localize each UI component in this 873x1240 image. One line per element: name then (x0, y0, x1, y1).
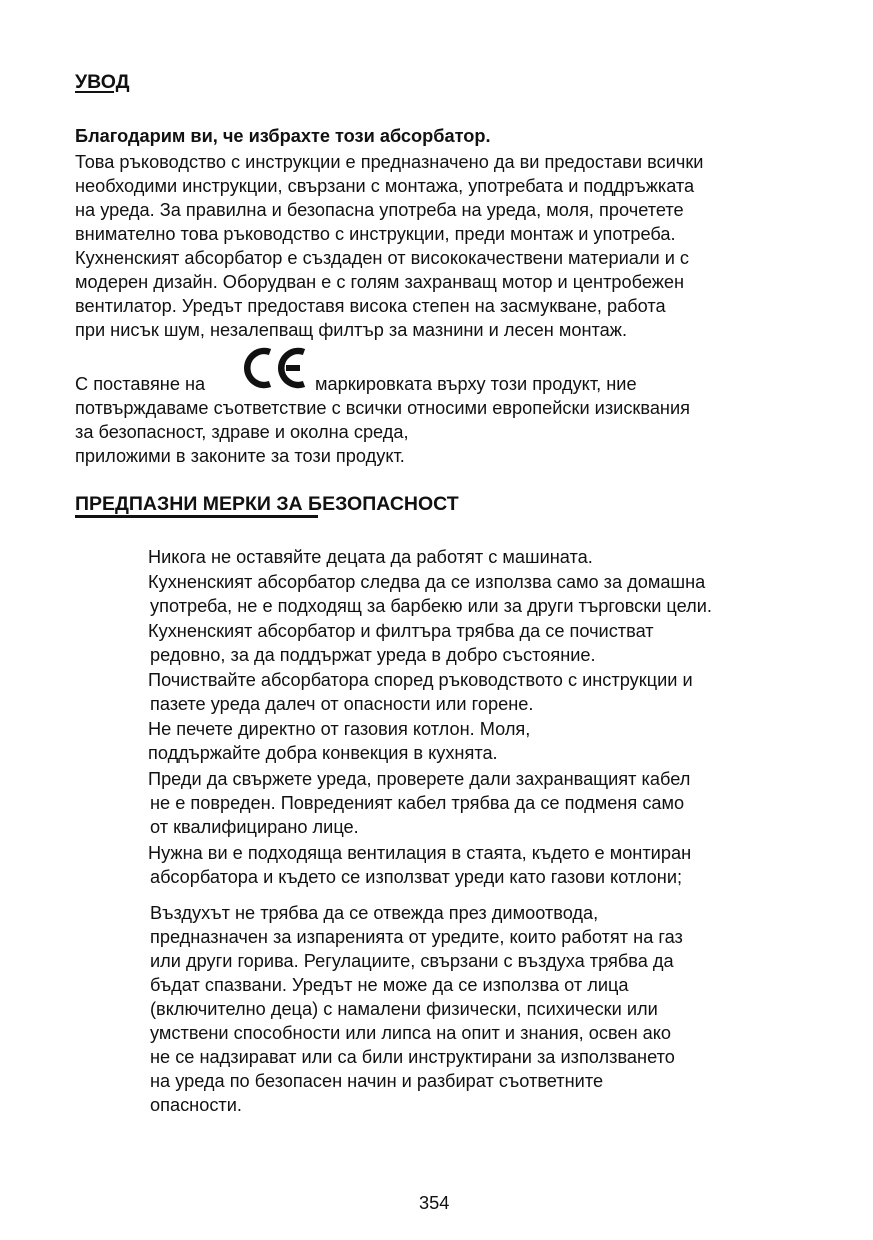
intro-paragraph-line: Кухненският абсорбатор е създаден от висококачествени материали и с (75, 248, 690, 268)
safety-line: поддържайте добра конвекция в кухнята. (148, 743, 498, 763)
intro-thanks: Благодарим ви, че избрахте този абсорбатор. (75, 126, 491, 146)
safety-line: Кухненският абсорбатор и филтъра трябва да се почистват (148, 621, 654, 641)
safety-line: абсорбатора и където се използват уреди като газови котлони; (150, 867, 683, 887)
safety-line: Никога не оставяйте децата да работят с машината. (148, 547, 593, 567)
ce-mark-icon (242, 344, 310, 392)
safety-line: редовно, за да поддържат уреда в добро състояние. (150, 645, 596, 665)
safety-line: Не печете директно от газовия котлон. Моля, (148, 719, 531, 739)
ce-line: потвърждаваме съответствие с всички относими европейски изисквания (75, 398, 690, 418)
safety-extra-line: на уреда по безопасен начин и разбират съответните (150, 1071, 604, 1091)
safety-extra-line: Въздухът не трябва да се отвежда през димоотвода, (150, 903, 599, 923)
intro-paragraph-line: модерен дизайн. Оборудван е с голям захранващ мотор и центробежен (75, 272, 685, 292)
ce-line: приложими в законите за този продукт. (75, 446, 405, 466)
safety-extra-line: (включително деца) с намалени физически, психически или (150, 999, 658, 1019)
ce-sentence-start: С поставяне на (75, 374, 206, 394)
intro-paragraph-line: при нисък шум, незалепващ филтър за мазнини и лесен монтаж. (75, 320, 628, 340)
safety-extra-line: бъдат спазвани. Уредът не може да се използва от лица (150, 975, 629, 995)
safety-line: Кухненският абсорбатор следва да се използва само за домашна (148, 572, 706, 592)
ce-sentence-end: маркировката върху този продукт, ние (315, 374, 637, 394)
intro-paragraph-line: вентилатор. Уредът предоставя висока степен на засмукване, работа (75, 296, 666, 316)
safety-line: Почиствайте абсорбатора според ръководството с инструкции и (148, 670, 693, 690)
intro-paragraph-line: Това ръководство с инструкции е предназначено да ви предостави всички (75, 152, 704, 172)
intro-heading: УВОД (75, 71, 130, 93)
safety-line: не е повреден. Повреденият кабел трябва да се подменя само (150, 793, 685, 813)
page-number: 354 (419, 1193, 450, 1213)
safety-line: пазете уреда далеч от опасности или горене. (150, 694, 534, 714)
safety-line: употреба, не е подходящ за барбекю или за други търговски цели. (150, 596, 712, 616)
safety-line: Нужна ви е подходяща вентилация в стаята, където е монтиран (148, 843, 692, 863)
safety-extra-line: или други горива. Регулациите, свързани с въздуха трябва да (150, 951, 674, 971)
intro-paragraph-line: на уреда. За правилна и безопасна употреба на уреда, моля, прочетете (75, 200, 684, 220)
intro-paragraph-line: внимателно това ръководство с инструкции, преди монтаж и употреба. (75, 224, 676, 244)
safety-extra-line: не се надзирават или са били инструктирани за използването (150, 1047, 675, 1067)
ce-line: за безопасност, здраве и околна среда, (75, 422, 409, 442)
intro-paragraph-line: необходими инструкции, свързани с монтажа, употребата и поддръжката (75, 176, 695, 196)
safety-heading: ПРЕДПАЗНИ МЕРКИ ЗА БЕЗОПАСНОСТ (75, 493, 459, 515)
safety-extra-line: умствени способности или липса на опит и знания, освен ако (150, 1023, 672, 1043)
safety-extra-line: предназначен за изпаренията от уредите, които работят на газ (150, 927, 683, 947)
safety-line: Преди да свържете уреда, проверете дали захранващият кабел (148, 769, 691, 789)
safety-line: от квалифицирано лице. (150, 817, 359, 837)
safety-extra-line: опасности. (150, 1095, 242, 1115)
safety-heading-underline (75, 515, 318, 518)
